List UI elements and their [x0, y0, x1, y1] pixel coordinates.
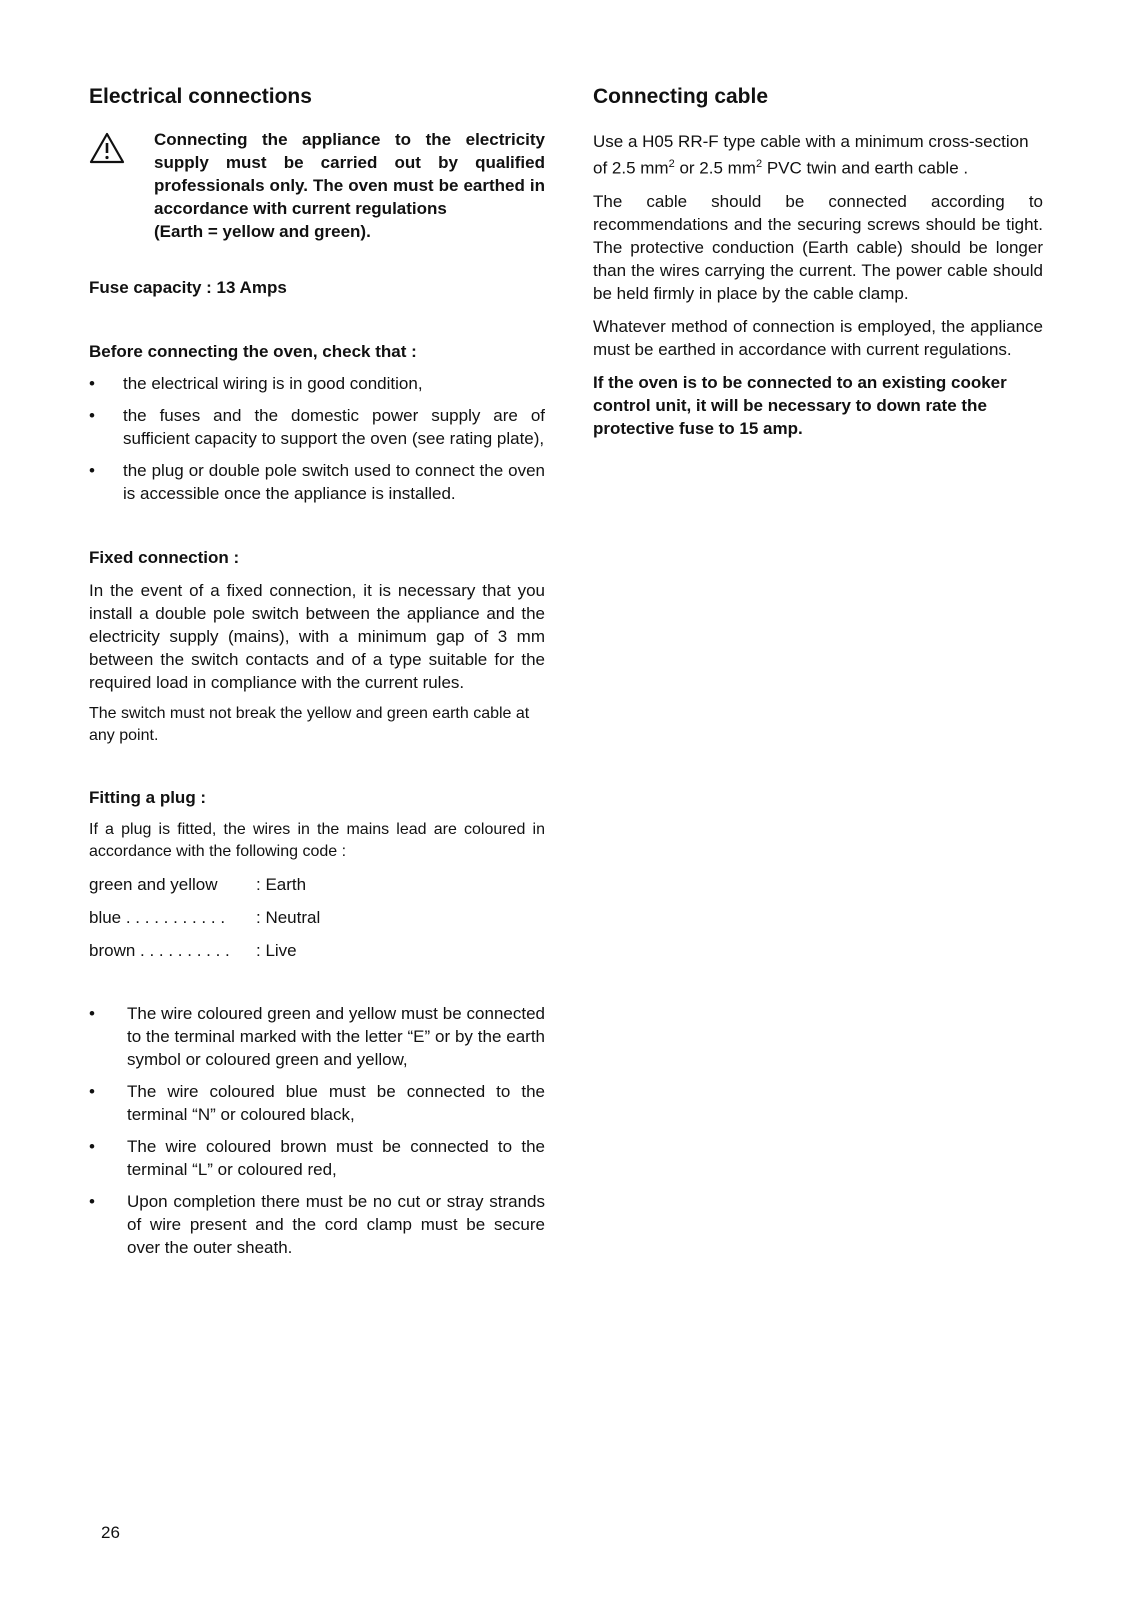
- bullet-icon: •: [89, 406, 95, 425]
- bullet-icon: •: [89, 1137, 95, 1156]
- fixed-connection-heading: Fixed connection :: [89, 548, 240, 567]
- list-item: • the fuses and the domestic power supply are of sufficient capacity to support the oven (see rating plate),: [89, 406, 545, 448]
- check-heading: Before connecting the oven, check that :: [89, 342, 417, 361]
- bullet-icon: •: [89, 1192, 95, 1211]
- cooker-control-unit-warning: If the oven is to be connected to an existing cooker control unit, it will be necessary to down rate the protective fuse to 15 amp.: [593, 372, 1007, 438]
- warning-block: [89, 128, 545, 243]
- page-number: 26: [101, 1523, 120, 1542]
- code-row: brown . . . . . . . . . . : Live: [89, 941, 297, 960]
- list-item: • Upon completion there must be no cut or stray strands of wire present and the cord clamp must be secure over the outer sheath.: [89, 1192, 545, 1257]
- earthing-text: Whatever method of connection is employed, the appliance must be earthed in accordance with current regulations.: [593, 316, 1043, 359]
- bullet-icon: •: [89, 461, 95, 480]
- code-row: blue . . . . . . . . . . . : Neutral: [89, 908, 321, 927]
- bullet-icon: •: [89, 1082, 95, 1101]
- check-list: [89, 372, 545, 505]
- code-row: green and yellow : Earth: [89, 875, 307, 894]
- section-heading-connecting-cable: Connecting cable: [593, 85, 769, 108]
- list-item: • the plug or double pole switch used to connect the oven is accessible once the appliance is installed.: [89, 461, 545, 503]
- list-item: • The wire coloured blue must be connected to the terminal “N” or coloured black,: [89, 1082, 545, 1124]
- fuse-capacity: Fuse capacity : 13 Amps: [89, 278, 287, 297]
- fitting-plug-heading: Fitting a plug :: [89, 788, 207, 807]
- warning-triangle-icon: [89, 132, 125, 164]
- fixed-connection-text: In the event of a fixed connection, it is necessary that you install a double pole switch between the appliance and the electricity supply (mains), with a minimum gap of 3 mm between the switch contacts and of a type suitable for the required load in compliance with the current rules.: [89, 581, 545, 692]
- bullet-icon: •: [89, 374, 95, 393]
- warning-earth-note: (Earth = yellow and green).: [154, 222, 371, 241]
- wire-colour-code: [89, 873, 545, 962]
- section-heading-electrical-connections: Electrical connections: [89, 85, 312, 108]
- list-item: • The wire coloured brown must be connected to the terminal “L” or coloured red,: [89, 1137, 545, 1179]
- list-item: • The wire coloured green and yellow must be connected to the terminal marked with the letter “E” or by the earth symbol or coloured green and yellow,: [89, 1004, 545, 1069]
- cable-connection-text: The cable should be connected according to recommendations and the securing screws should be tight. The protective conduction (Earth cable) should be longer than the wires carrying the current. The power cable should be held firmly in place by the cable clamp.: [593, 191, 1043, 303]
- fitting-plug-intro: If a plug is fitted, the wires in the mains lead are coloured in accordance with the following code :: [89, 821, 545, 860]
- cable-type-text: Use a H05 RR-F type cable with a minimum cross-section of 2.5 $mm^2$ or 2.5 $mm^2$ PVC twin and earth cable .: [593, 132, 1029, 178]
- wire-instructions-list: [89, 1002, 545, 1259]
- list-item: • the electrical wiring is in good condition,: [89, 374, 423, 393]
- right-column: [593, 84, 1043, 440]
- bullet-icon: •: [89, 1004, 95, 1023]
- fixed-connection-note: The switch must not break the yellow and green earth cable at any point.: [89, 705, 530, 744]
- warning-text: Connecting the appliance to the electricity supply must be carried out by qualified professionals only. The oven must be earthed in accordance with current regulations: [154, 130, 545, 218]
- left-column: [89, 84, 545, 1268]
